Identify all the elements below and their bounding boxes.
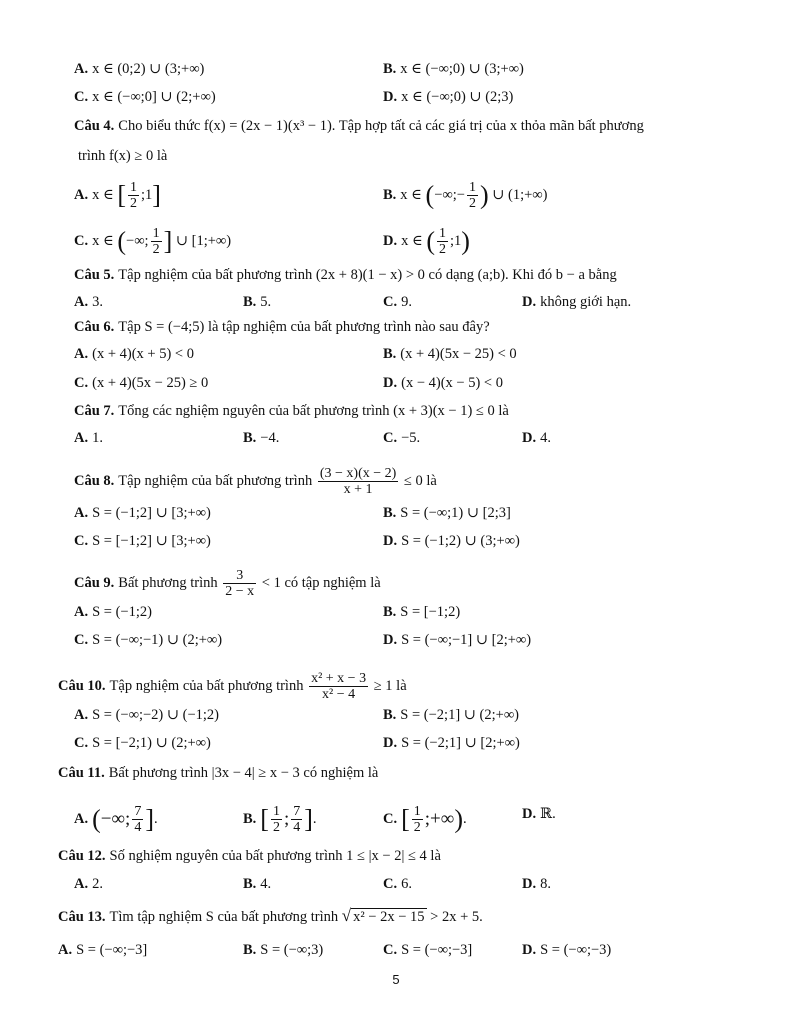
q11-option-d: D. ℝ. <box>522 806 556 822</box>
q12-option-c: C. 6. <box>383 876 412 892</box>
q11-option-a: A. (−∞; $\frac{7}{4}$ ]. <box>74 804 158 835</box>
sqrt-symbol: √ <box>341 906 352 925</box>
q8-option-c: C. S = [−1;2] ∪ [3;+∞) <box>74 533 211 549</box>
q6-option-d: D. (x − 4)(x − 5) < 0 <box>383 375 503 391</box>
q11-option-c: C. [ $\frac{1}{2}$ ;+∞). <box>383 804 467 835</box>
q4-option-c: C. x ∈ (−∞; $\frac{1}{2}$ ] ∪ [1;+∞) <box>74 226 232 257</box>
fraction: $\frac{1}{2}$ <box>468 180 476 211</box>
q3-option-d: D. x ∈ (−∞;0) ∪ (2;3) <box>383 89 514 105</box>
q5-option-a: A. 3. <box>74 294 103 310</box>
q11-option-b: B. [ $\frac{1}{2}$ ; $\frac{7}{4}$ ]. <box>243 804 317 835</box>
fraction: $\frac{\text{x² + x − 3}}{\text{x² − 4}}$ <box>311 671 367 702</box>
question-8: Câu 8. Tập nghiệm của bất phương trình $\frac{(3 - x)(x - 2)}{x + 1}$ ≤ 0 là <box>74 466 437 497</box>
q8-option-d: D. S = (−1;2) ∪ (3;+∞) <box>383 533 520 549</box>
q8-option-a: A. S = (−1;2] ∪ [3;+∞) <box>74 505 211 521</box>
q3-option-b: B. x ∈ (−∞;0) ∪ (3;+∞) <box>383 61 524 77</box>
sqrt-radicand: x² − 2x − 15 <box>353 909 425 925</box>
q7-option-a: A. 1. <box>74 430 103 446</box>
q9-option-a: A. S = (−1;2) <box>74 604 152 620</box>
fraction: $\frac{1}{2}$ <box>130 180 138 211</box>
q4-option-d: D. x ∈ ( $\frac{1}{2}$ ;1) <box>383 226 470 257</box>
q3-option-c: C. x ∈ (−∞;0] ∪ (2;+∞) <box>74 89 216 105</box>
q6-option-c: C. (x + 4)(5x − 25) ≥ 0 <box>74 375 209 391</box>
q6-option-b: B. (x + 4)(5x − 25) < 0 <box>383 346 517 362</box>
q12-option-b: B. 4. <box>243 876 272 892</box>
fraction: $\frac{7}{4}$ <box>293 804 301 835</box>
q13-option-d: D. S = (−∞;−3) <box>522 942 612 958</box>
q13-option-a: A. S = (−∞;−3] <box>58 942 148 958</box>
q7-option-b: B. −4. <box>243 430 280 446</box>
fraction: $\frac{1}{2}$ <box>413 804 421 835</box>
question-12: Câu 12. Số nghiệm nguyên của bất phương trình 1 ≤ |x − 2| ≤ 4 là <box>58 848 441 864</box>
q5-option-b: B. 5. <box>243 294 272 310</box>
question-7: Câu 7. Tổng các nghiệm nguyên của bất phương trình (x + 3)(x − 1) ≤ 0 là <box>74 403 509 419</box>
question-5: Câu 5. Tập nghiệm của bất phương trình (2x + 8)(1 − x) > 0 có dạng (a;b). Khi đó b − a bằng <box>74 267 617 283</box>
question-11: Câu 11. Bất phương trình |3x − 4| ≥ x − 3 có nghiệm là <box>58 765 379 781</box>
question-10: Câu 10. Tập nghiệm của bất phương trình $\frac{\text{x² + x − 3}}{\text{x² − 4}}$ ≥ 1 là <box>58 671 407 702</box>
q10-option-a: A. S = (−∞;−2) ∪ (−1;2) <box>74 707 219 723</box>
q12-option-a: A. 2. <box>74 876 103 892</box>
q4-option-a: A. x ∈ [ $\frac{1}{2}$ ;1] <box>74 180 161 211</box>
q5-option-d: D. không giới hạn. <box>522 294 632 310</box>
fraction: $\frac{7}{4}$ <box>134 804 142 835</box>
q12-option-d: D. 8. <box>522 876 551 892</box>
q8-option-b: B. S = (−∞;1) ∪ [2;3] <box>383 505 511 521</box>
q9-option-d: D. S = (−∞;−1] ∪ [2;+∞) <box>383 632 532 648</box>
fraction: $\frac{(3 - x)(x - 2)}{x + 1}$ <box>319 466 397 497</box>
q10-option-b: B. S = (−2;1] ∪ (2;+∞) <box>383 707 520 723</box>
question-13: Câu 13. Tìm tập nghiệm S của bất phương trình √ x² − 2x − 15 > 2x + 5. <box>58 906 483 925</box>
q3-option-a: A. x ∈ (0;2) ∪ (3;+∞) <box>74 61 205 77</box>
q10-option-d: D. S = (−2;1] ∪ [2;+∞) <box>383 735 520 751</box>
question-4: Câu 4. Cho biểu thức f(x) = (2x − 1)(x³ − 1). Tập hợp tất cả các giá trị của x thỏa mãn bất phương <box>74 118 644 134</box>
question-9: Câu 9. Bất phương trình $\frac{3}{2 - x}$ < 1 có tập nghiệm là <box>74 568 381 599</box>
fraction: $\frac{1}{2}$ <box>439 226 447 257</box>
page-number: 5 <box>392 972 400 987</box>
q9-option-c: C. S = (−∞;−1) ∪ (2;+∞) <box>74 632 223 648</box>
q7-option-c: C. −5. <box>383 430 421 446</box>
fraction: $\frac{1}{2}$ <box>152 226 160 257</box>
q6-option-a: A. (x + 4)(x + 5) < 0 <box>74 346 194 362</box>
q9-option-b: B. S = [−1;2) <box>383 604 461 620</box>
question-6: Câu 6. Tập S = (−4;5) là tập nghiệm của bất phương trình nào sau đây? <box>74 319 490 335</box>
q10-option-c: C. S = [−2;1) ∪ (2;+∞) <box>74 735 211 751</box>
q5-option-c: C. 9. <box>383 294 412 310</box>
question-4-continued: trình f(x) ≥ 0 là <box>78 148 168 164</box>
q13-option-c: C. S = (−∞;−3] <box>383 942 473 958</box>
q7-option-d: D. 4. <box>522 430 551 446</box>
q13-option-b: B. S = (−∞;3) <box>243 942 324 958</box>
q4-option-b: B. x ∈ (−∞;− $\frac{1}{2}$ ) ∪ (1;+∞) <box>383 180 548 211</box>
fraction: $\frac{1}{2}$ <box>272 804 280 835</box>
fraction: $\frac{3}{2 - x}$ <box>225 568 255 599</box>
